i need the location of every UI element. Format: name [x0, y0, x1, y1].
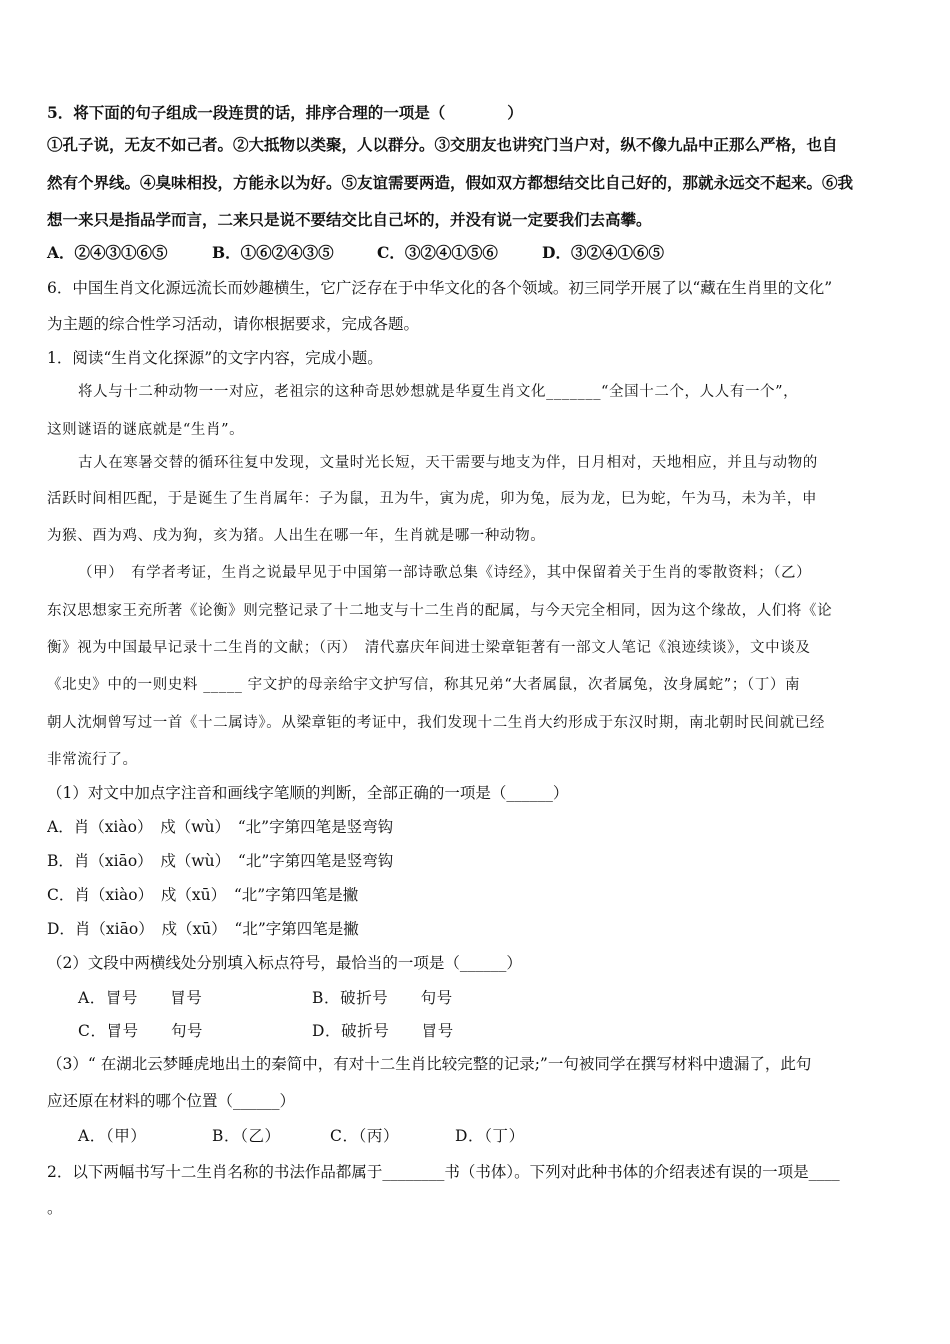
passage-line: 活跃时间相匹配，于是诞生了生肖属年：子为鼠，丑为牛，寅为虎，卯为兔，辰为龙，巳为蛇，午为马，未为羊，申 [47, 491, 818, 507]
passage-line: （甲） 有学者考证，生肖之说最早见于中国第一部诗歌总集《诗经》，其中保留着关于生肖的零散资料；（乙） [78, 565, 812, 581]
q5-body-line: 然有个界线。④臭味相投，方能永以为好。⑤友谊需要两造，假如双方都想结交比自己好的，那就永远交不起来。⑥我 [47, 173, 854, 192]
q6-sub1-heading: 1．阅读“生肖文化探源”的文字内容，完成小题。 [47, 349, 383, 367]
q6-stem-line: 为主题的综合性学习活动，请你根据要求，完成各题。 [47, 315, 420, 333]
q5-option-c[interactable]: C．③②④①⑤⑥ [377, 243, 498, 262]
passage-line: 古人在寒暑交替的循环往复中发现，文量时光长短，天干需要与地支为伴，日月相对，天地相应，并且与动物的 [78, 455, 818, 471]
p3-stem-line: 应还原在材料的哪个位置（______） [47, 1092, 296, 1110]
p2-stem: （2）文段中两横线处分别填入标点符号，最恰当的一项是（______） [47, 954, 522, 972]
p3-option-d[interactable]: D．（丁） [455, 1127, 525, 1145]
passage-line: 东汉思想家王充所著《论衡》则完整记录了十二地支与十二生肖的配属，与今天完全相同，因为这个缘故，人们将《论 [47, 603, 833, 619]
p1-option-b[interactable]: B．肖（xiāo） 戍（wù） “北”字第四笔是竖弯钩 [47, 852, 394, 870]
q5-body-line: 想一来只是指品学而言，二来只是说不要结交比自己坏的，并没有说一定要我们去高攀。 [47, 210, 652, 229]
passage-line: 衡》视为中国最早记录十二生肖的文献；（丙） 清代嘉庆年间进士梁章钜著有一部文人笔记《浪迹续谈》，文中谈及 [47, 640, 811, 656]
q5-stem: 5．将下面的句子组成一段连贯的话，排序合理的一项是（ ） [47, 103, 523, 122]
p3-option-b[interactable]: B．（乙） [212, 1127, 281, 1145]
passage-line: 非常流行了。 [47, 752, 138, 768]
q6-sub2-line: 。 [47, 1199, 63, 1217]
q5-option-b[interactable]: B．①⑥②④③⑤ [212, 243, 334, 262]
p2-option-c[interactable]: C．冒号 句号 [78, 1022, 204, 1040]
q5-body-line: ①孔子说，无友不如己者。②大抵物以类聚，人以群分。③交朋友也讲究门当户对，纵不像九品中正那么严格，也自 [47, 135, 838, 154]
p1-option-c[interactable]: C．肖（xiào） 戍（xū） “北”字第四笔是撇 [47, 886, 359, 904]
passage-line: 朝人沈炯曾写过一首《十二属诗》。从梁章钜的考证中，我们发现十二生肖大约形成于东汉时期，南北朝时民间就已经 [47, 715, 825, 731]
p2-option-a[interactable]: A．冒号 冒号 [78, 989, 203, 1007]
passage-line: 这则谜语的谜底就是“生肖”。 [47, 422, 245, 438]
passage-line: 《北史》中的一则史料 _____ 宇文护的母亲给宇文护写信，称其兄弟“大者属鼠，次者属兔，汝身属蛇”；（丁）南 [47, 677, 801, 693]
q6-stem-line: 6．中国生肖文化源远流长而妙趣横生，它广泛存在于中华文化的各个领域。初三同学开展了以“藏在生肖里的文化” [47, 279, 833, 297]
p3-stem-line: （3）“ 在湖北云梦睡虎地出土的秦简中，有对十二生肖比较完整的记录;”一句被同学在撰写材料中遗漏了，此句 [47, 1055, 812, 1073]
p2-option-d[interactable]: D．破折号 冒号 [312, 1022, 454, 1040]
p1-option-a[interactable]: A．肖（xiào） 戍（wù） “北”字第四笔是竖弯钩 [47, 818, 394, 836]
q6-sub2-line: 2．以下两幅书写十二生肖名称的书法作品都属于________书（书体）。下列对此种书体的介绍表述有误的一项是____ [47, 1163, 840, 1181]
q5-option-d[interactable]: D．③②④①⑥⑤ [542, 243, 664, 262]
p1-stem: （1）对文中加点字注音和画线字笔顺的判断，全部正确的一项是（______） [47, 784, 569, 802]
passage-line: 为猴、酉为鸡、戌为狗，亥为猪。人出生在哪一年，生肖就是哪一种动物。 [47, 528, 546, 544]
p3-option-c[interactable]: C．（丙） [330, 1127, 400, 1145]
q5-option-a[interactable]: A．②④③①⑥⑤ [47, 243, 168, 262]
p3-option-a[interactable]: A．（甲） [78, 1127, 147, 1145]
passage-line: 将人与十二种动物一一对应，老祖宗的这种奇思妙想就是华夏生肖文化_______“全国十二个，人人有一个”， [78, 384, 799, 400]
p1-option-d[interactable]: D．肖（xiāo） 戍（xū） “北”字第四笔是撇 [47, 920, 359, 938]
p2-option-b[interactable]: B．破折号 句号 [312, 989, 453, 1007]
